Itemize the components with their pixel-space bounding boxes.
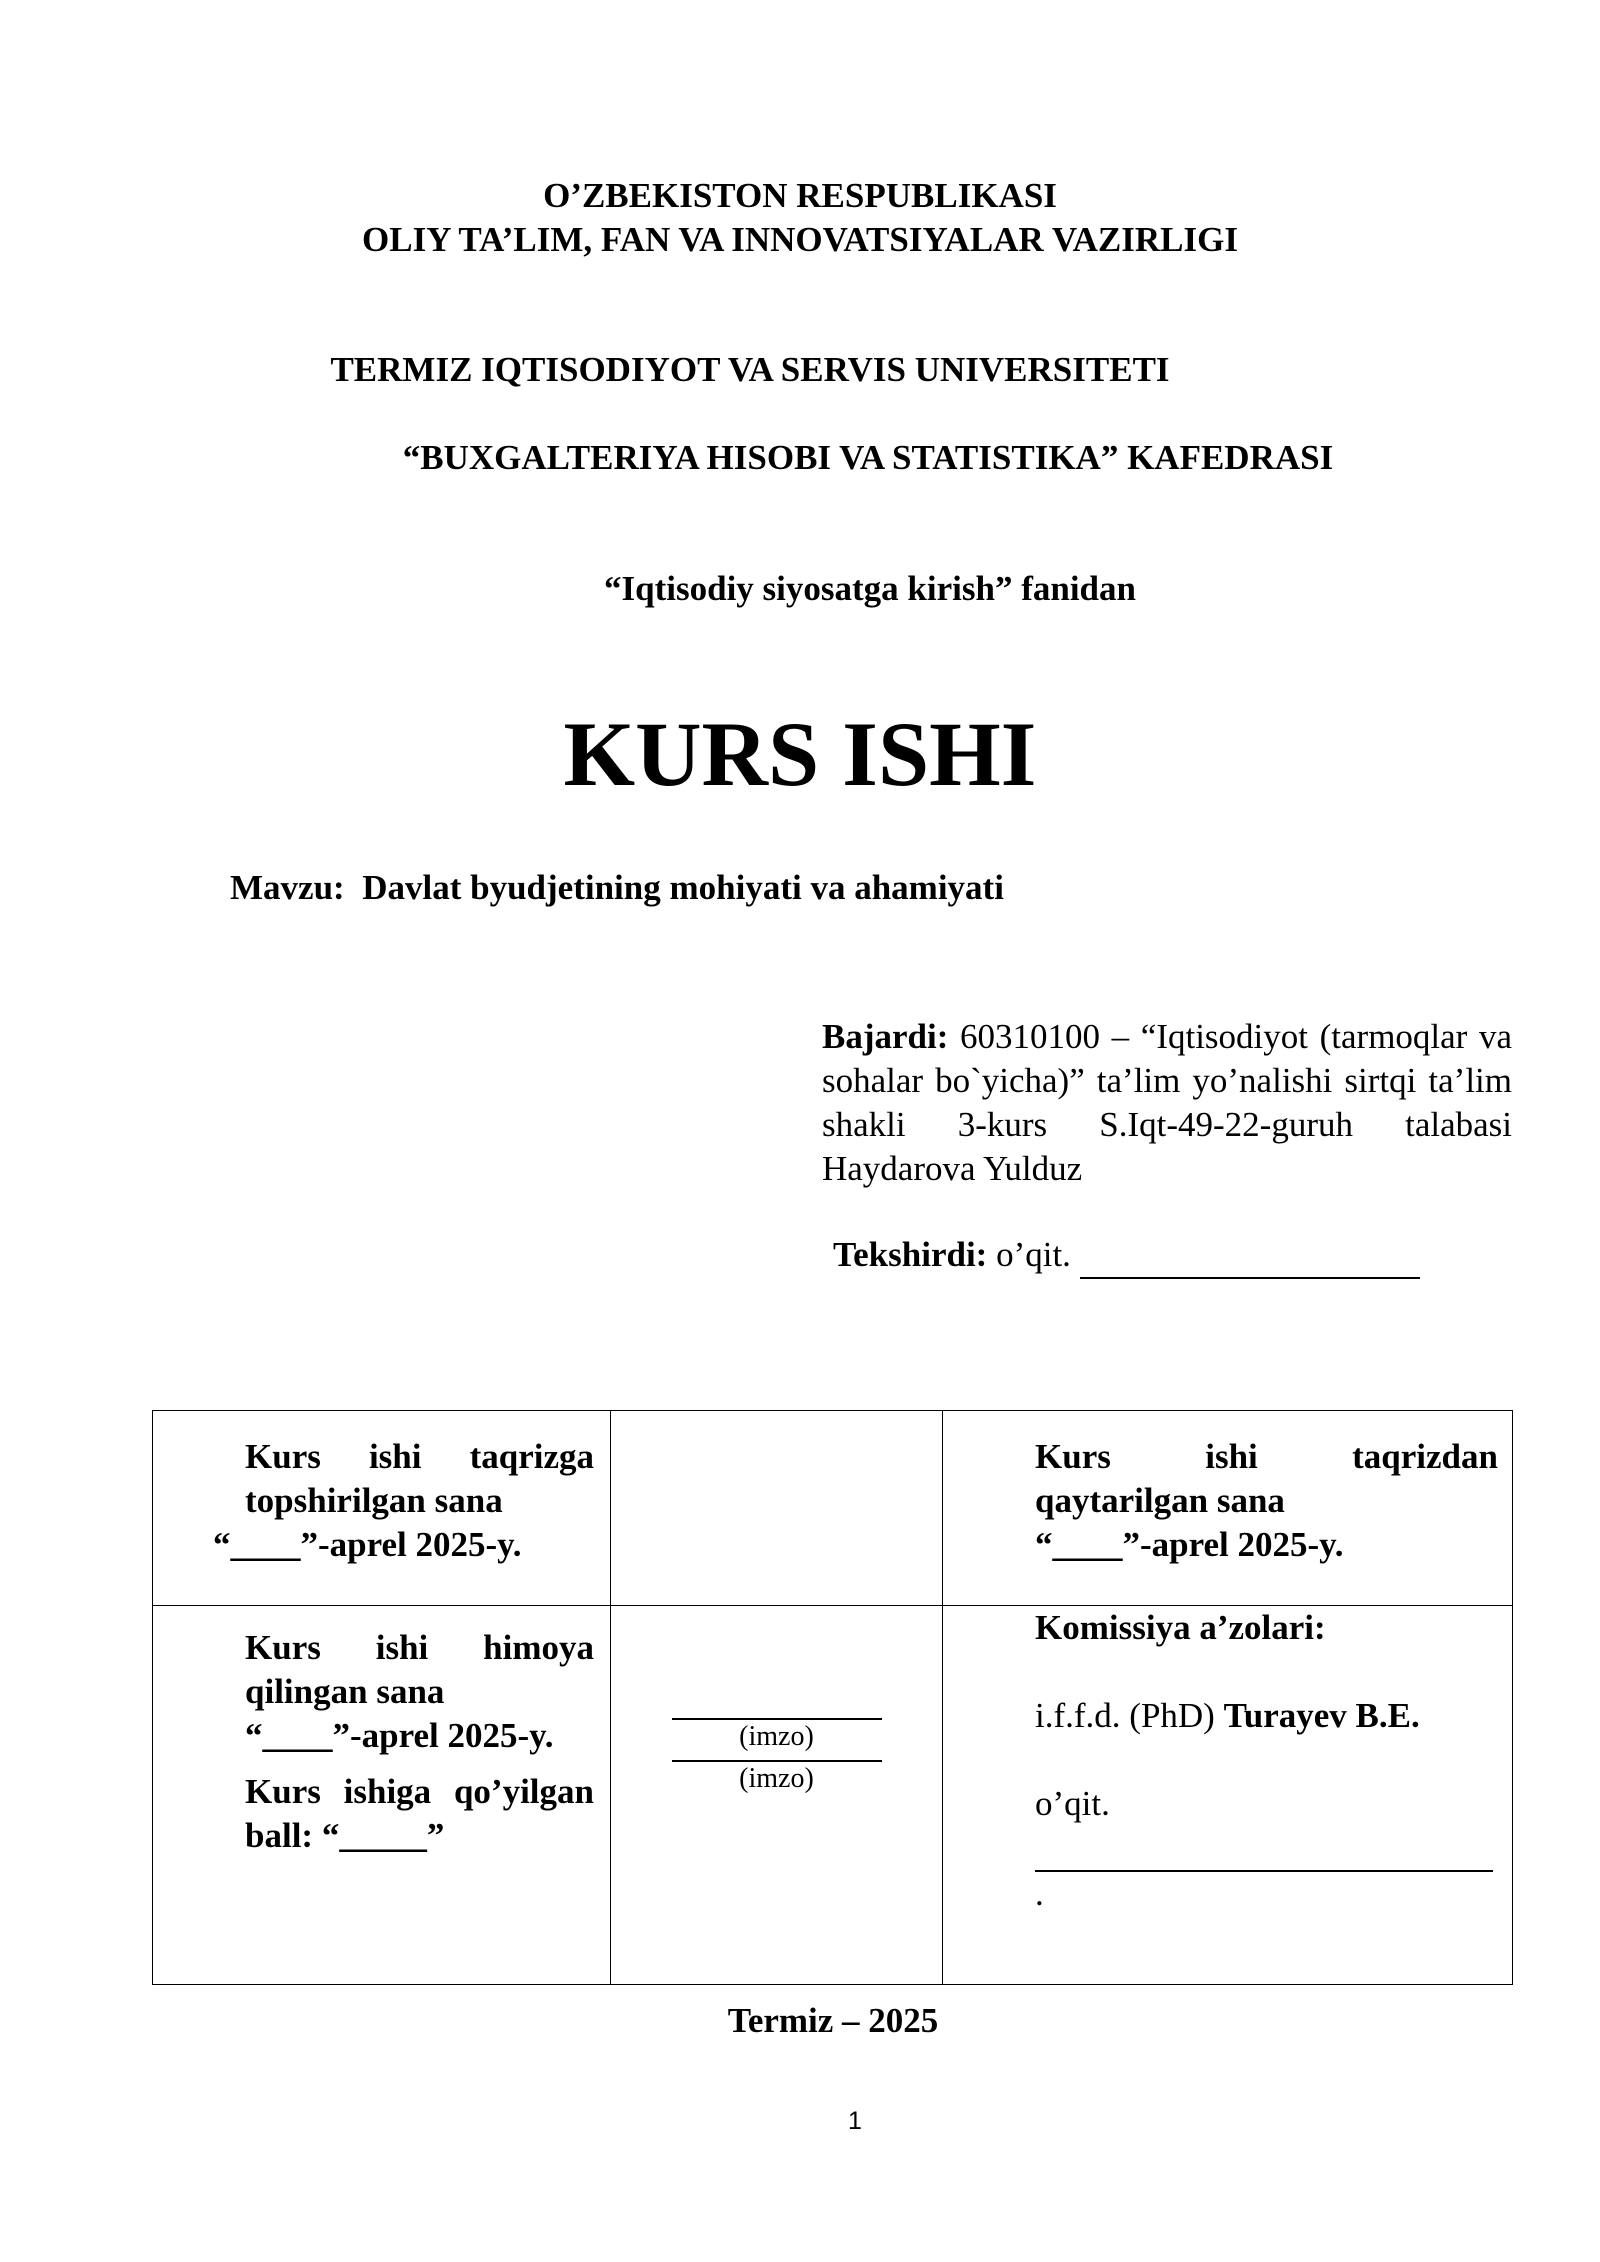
score-line — [245, 1770, 594, 1858]
defended-label: Kurs ishi himoya qilingan sana — [245, 1628, 594, 1711]
returned-cell — [943, 1411, 1513, 1606]
signature-caption: (imzo) — [739, 1721, 814, 1752]
member-title: o’qit. — [1035, 1784, 1110, 1823]
checker-blank — [1080, 1233, 1420, 1279]
subject-line: “Iqtisodiy siyosatga kirish” fanidan — [604, 569, 1136, 608]
score-value: “_____” — [321, 1816, 445, 1855]
submitted-date: “____”-aprel 2025-y. — [213, 1525, 522, 1564]
university-name: TERMIZ IQTISODIYOT VA SERVIS UNIVERSITETI — [330, 350, 1170, 389]
defended-cell — [153, 1606, 611, 1985]
ministry-line: OLIY TA’LIM, FAN VA INNOVATSIYALAR VAZIRLIGI — [362, 220, 1238, 259]
table-row — [153, 1411, 1513, 1606]
empty-cell — [611, 1411, 943, 1606]
checker-label: Tekshirdi: — [833, 1235, 988, 1274]
review-table — [152, 1410, 1513, 1985]
submitted-label: Kurs ishi taqrizga topshirilgan sana — [245, 1437, 594, 1520]
performer-label: Bajardi: — [822, 1017, 949, 1056]
ministry-header — [0, 174, 1600, 262]
republic-line: O’ZBEKISTON RESPUBLIKASI — [543, 176, 1057, 215]
commission-cell — [943, 1606, 1513, 1985]
department-name: “BUXGALTERIYA HISOBI VA STATISTIKA” KAFEDRASI — [402, 438, 1334, 477]
performer-text: 60310100 – “Iqtisodiyot (tarmoqlar va sohalar bo`yicha)” ta’lim yo’nalishi sirtqi ta’lim shakli 3-kurs S.Iqt-49-22-guruh talabasi Haydarova Yulduz — [822, 1017, 1513, 1188]
topic-label: Mavzu: — [230, 868, 345, 907]
member-name: Turayev B.E. — [1223, 1696, 1420, 1735]
returned-date: “____”-aprel 2025-y. — [1035, 1525, 1344, 1564]
checker-text: o’qit. — [996, 1235, 1071, 1274]
document-title: KURS ISHI — [563, 703, 1037, 805]
member-blank-line: . — [1035, 1826, 1498, 1916]
signature-cell — [611, 1606, 943, 1985]
topic-line — [230, 868, 1004, 908]
performer-block — [822, 1015, 1512, 1191]
score-label: Kurs ishiga qo’yilgan ball: — [245, 1772, 594, 1855]
signature-caption: (imzo) — [739, 1763, 814, 1794]
checker-line — [833, 1233, 1420, 1279]
commission-member — [1035, 1694, 1498, 1738]
submitted-cell — [153, 1411, 611, 1606]
place-year: Termiz – 2025 — [727, 2001, 939, 2040]
defended-date: “____”-aprel 2025-y. — [245, 1716, 554, 1755]
table-row — [153, 1606, 1513, 1985]
page-number: 1 — [848, 2107, 862, 2135]
returned-label: Kurs ishi taqrizdan qaytarilgan sana — [1035, 1437, 1498, 1520]
commission-label: Komissiya a’zolari: — [1035, 1608, 1326, 1647]
topic-value: Davlat byudjetining mohiyati va ahamiyati — [362, 868, 1004, 907]
member-title: i.f.f.d. (PhD) — [1035, 1696, 1215, 1735]
commission-member — [1035, 1782, 1498, 1826]
